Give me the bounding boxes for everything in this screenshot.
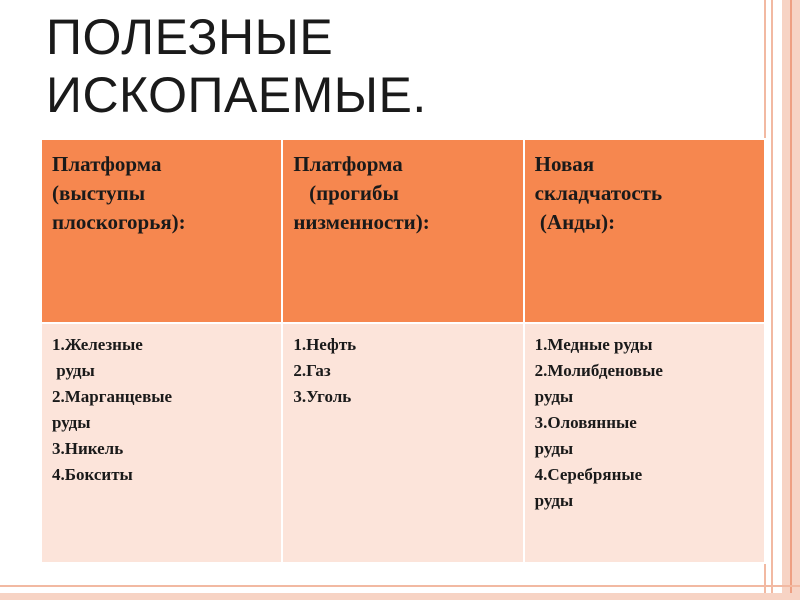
list-item: 2.Газ (293, 361, 331, 380)
slide-title-line: ИСКОПАЕМЫЕ. (46, 67, 427, 123)
slide-title-line: ПОЛЕЗНЫЕ (46, 9, 334, 65)
header-line: плоскогорья): (52, 210, 186, 234)
table-row (41, 323, 765, 563)
slide-title (46, 8, 746, 124)
list-item: 2.Молибденовые (534, 361, 663, 380)
header-line: (Анды): (534, 210, 616, 234)
list-item: 4.Бокситы (52, 465, 133, 484)
border-stripe (0, 585, 800, 587)
header-line: (прогибы (293, 181, 399, 205)
body-cell-new-folding (524, 323, 765, 563)
minerals-table (40, 138, 766, 564)
list-item: 1.Медные руды (534, 335, 653, 354)
border-stripe (771, 0, 773, 600)
header-line: низменности): (293, 210, 430, 234)
body-cell-platform-shields (41, 323, 282, 563)
list-item: 3.Никель (52, 439, 124, 458)
header-cell-platform-troughs (282, 139, 523, 323)
border-stripe (790, 0, 792, 600)
header-line: Платформа (52, 152, 162, 176)
list-item: руды (534, 439, 574, 458)
list-item: руды (534, 387, 574, 406)
list-item: 3.Уголь (293, 387, 352, 406)
header-cell-new-folding (524, 139, 765, 323)
list-item: 3.Оловянные (534, 413, 637, 432)
list-item: руды (534, 491, 574, 510)
list-item: 4.Серебряные (534, 465, 643, 484)
header-line: (выступы (52, 181, 146, 205)
list-item: 1.Железные (52, 335, 143, 354)
list-item: 1.Нефть (293, 335, 357, 354)
header-line: Новая (534, 152, 595, 176)
border-band (0, 593, 800, 600)
header-line: складчатость (534, 181, 663, 205)
table-header-row (41, 139, 765, 323)
header-cell-platform-shields (41, 139, 282, 323)
list-item: руды (52, 413, 91, 432)
list-item: 2.Марганцевые (52, 387, 173, 406)
header-line: Платформа (293, 152, 403, 176)
list-item: руды (52, 361, 95, 380)
body-cell-platform-troughs (282, 323, 523, 563)
